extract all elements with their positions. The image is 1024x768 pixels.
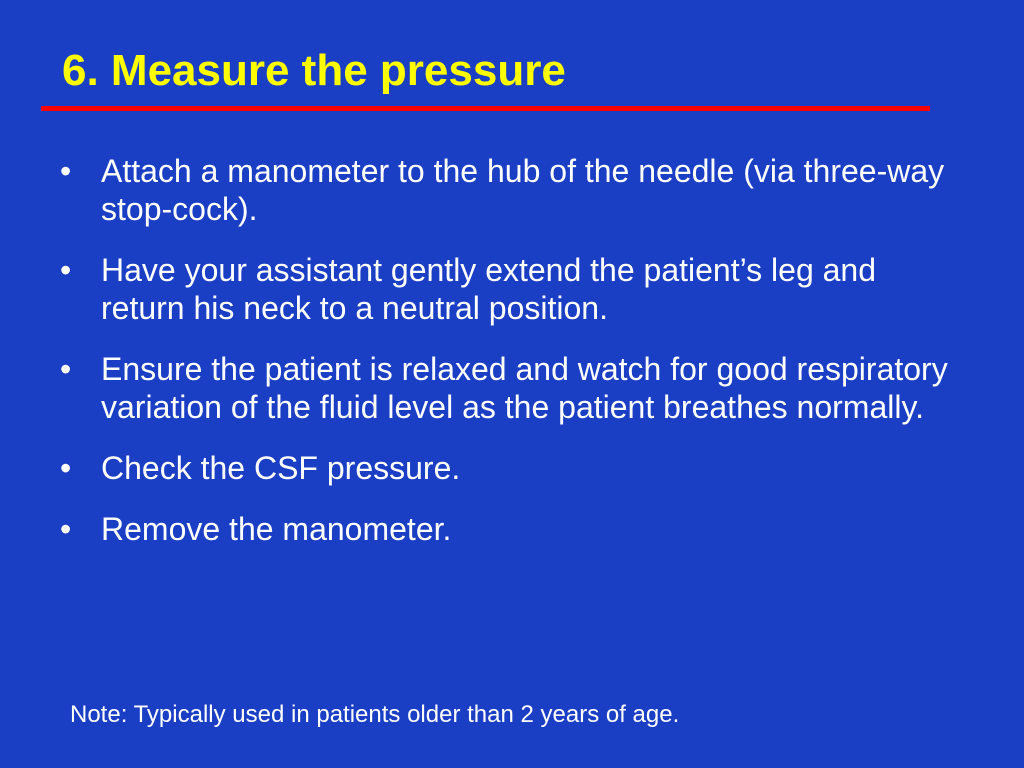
bullet-text: Have your assistant gently extend the patient’s leg and return his neck to a neutral position. [101, 252, 877, 326]
bullet-icon: • [60, 252, 72, 288]
bullet-text: Check the CSF pressure. [101, 450, 461, 486]
bullet-item [60, 350, 960, 426]
bullet-item [60, 449, 960, 487]
slide-title: 6. Measure the pressure [62, 46, 566, 95]
bullet-item [60, 152, 960, 228]
bullet-text: Attach a manometer to the hub of the needle (via three-way stop-cock). [101, 153, 945, 227]
bullet-icon: • [60, 511, 72, 547]
bullet-icon: • [60, 450, 72, 486]
bullet-list [60, 152, 960, 571]
bullet-icon: • [60, 351, 72, 387]
bullet-icon: • [60, 153, 72, 189]
bullet-text: Ensure the patient is relaxed and watch for good respiratory variation of the fluid level as the patient breathes normally. [101, 351, 948, 425]
bullet-item [60, 510, 960, 548]
bullet-text: Remove the manometer. [101, 511, 452, 547]
title-underline [41, 106, 930, 111]
footnote: Note: Typically used in patients older than 2 years of age. [70, 701, 680, 728]
bullet-item [60, 251, 960, 327]
